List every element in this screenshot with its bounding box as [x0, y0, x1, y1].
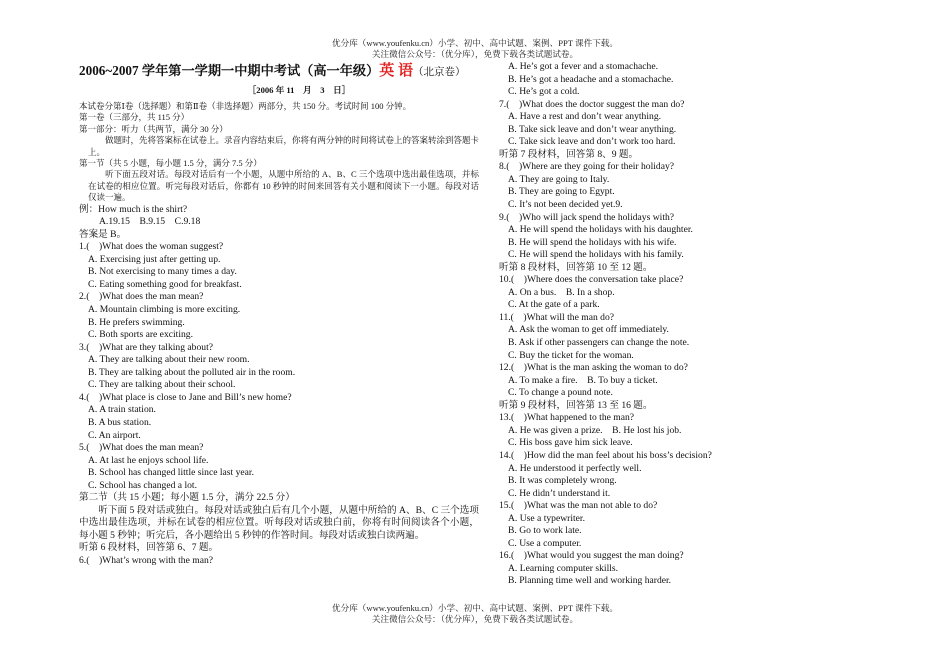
text-line: A. Mountain climbing is more exciting. — [88, 304, 241, 316]
text-line: A. Exercising just after getting up. — [88, 253, 221, 265]
text-line: 10.( )Where does the conversation take place? — [499, 274, 684, 286]
text-line: B. He’s got a headache and a stomachache. — [508, 73, 674, 85]
text-line: C. An airport. — [88, 429, 141, 441]
text-line: 第二节（共 15 小题；每小题 1.5 分，满分 22.5 分） — [79, 492, 295, 504]
text-line: A. A train station. — [88, 404, 156, 416]
exam-region: （北京卷） — [413, 67, 466, 78]
text-line: A. He will spend the holidays with his daughter. — [508, 224, 693, 236]
text-line: C. It’s not been decided yet.9. — [508, 199, 623, 211]
text-line: B. It was completely wrong. — [508, 475, 617, 487]
text-line: 4.( )What place is close to Jane and Bill’s new home? — [79, 391, 292, 403]
text-line: B. They are talking about the polluted air in the room. — [88, 366, 296, 378]
text-line: C. He will spend the holidays with his family. — [508, 249, 684, 261]
text-line: B. Not exercising to many times a day. — [88, 266, 237, 278]
text-line: 3.( )What are they talking about? — [79, 341, 213, 353]
text-line: 14.( )How did the man feel about his boss’s decision? — [499, 449, 712, 461]
text-line: 6.( )What’s wrong with the man? — [79, 554, 214, 566]
text-line: C. He’s got a cold. — [508, 86, 580, 98]
text-line: 答案是 B。 — [79, 228, 127, 240]
text-line: B. Ask if other passengers can change the note. — [508, 337, 690, 349]
text-line: B. Planning time well and working harder. — [508, 575, 672, 587]
text-line: 例：How much is the shirt? — [79, 203, 188, 215]
right-question-list — [499, 61, 919, 588]
header-line-2: 关注微信公众号：（优分库），免费下载各类试题试卷。 — [371, 49, 579, 59]
text-line: C. Eating something good for breakfast. — [88, 278, 242, 290]
text-line: C. Use a computer. — [508, 537, 582, 549]
text-line: B. A bus station. — [88, 416, 152, 428]
text-line: 12.( )What is the man asking the woman to do? — [499, 362, 688, 374]
text-line: B. School has changed little since last year. — [88, 467, 254, 479]
text-line: A.19.15 B.9.15 C.9.18 — [99, 216, 201, 228]
text-line: A. They are talking about their new room. — [88, 354, 250, 366]
exam-date: ［2006 年 11 月 3 日］ — [247, 85, 351, 95]
text-line: B. He will spend the holidays with his wife. — [508, 236, 677, 248]
text-line: 1.( )What does the woman suggest? — [79, 241, 224, 253]
text-line: A. Learning computer skills. — [508, 562, 619, 574]
text-line: 15.( )What was the man not able to do? — [499, 500, 658, 512]
left-column — [79, 62, 479, 568]
right-column — [499, 61, 919, 588]
text-line: A. Ask the woman to get off immediately. — [508, 324, 669, 336]
text-line: B. Go to work late. — [508, 525, 582, 537]
text-line: B. He prefers swimming. — [88, 316, 185, 328]
page-header — [0, 38, 950, 60]
text-line: A. To make a fire. B. To buy a ticket. — [508, 374, 658, 386]
text-line: 9.( )Who will jack spend the holidays with? — [499, 211, 675, 223]
text-line: 听下面 5 段对话或独白。每段对话或独白后有几个小题，从题中所给的 A、B、C 三个选项中选出最佳选项，并标在试卷的相应位置。听每段对话或独白前，你将有时间阅读各个小题，每小题 5 秒钟；听完后，各小题给出 5 秒钟的作答时间。每段对话或独白读两遍。 — [79, 504, 479, 541]
text-line: 听第 6 段材料，回答第 6、7 题。 — [79, 542, 219, 554]
text-line: 听第 7 段材料，回答第 8、9 题。 — [499, 148, 639, 160]
text-line: 2.( )What does the man mean? — [79, 291, 204, 303]
exam-subject: 英 语 — [379, 63, 414, 79]
text-line: A. Use a typewriter. — [508, 512, 585, 524]
text-line: C. School has changed a lot. — [88, 479, 197, 491]
text-line: 5.( )What does the man mean? — [79, 442, 204, 454]
text-line: A. At last he enjoys school life. — [88, 454, 209, 466]
text-line: 听第 9 段材料，回答第 13 至 16 题。 — [499, 399, 653, 411]
text-line: 11.( )What will the man do? — [499, 311, 615, 323]
text-line: 16.( )What would you suggest the man doing? — [499, 550, 684, 562]
text-line: C. Buy the ticket for the woman. — [508, 349, 634, 361]
footer-line-1: 优分库（www.youfenku.cn）小学、初中、高中试题、案例、PPT 课件下载。 — [332, 603, 618, 613]
text-line: A. He’s got a fever and a stomachache. — [508, 61, 658, 72]
text-line: 本试卷分第Ⅰ卷（选择题）和第Ⅱ卷（非选择题）两部分，共 150 分。考试时间 100 分钟。 — [79, 101, 412, 111]
text-line: 听下面五段对话。每段对话后有一个小题，从题中所给的 A、B、C 三个选项中选出最佳选项，并标在试卷的相应位置。听完每段对话后，你都有 10 秒钟的时间来回答有关小题和阅读下一小题。每段对话仅读一遍。 — [88, 169, 479, 203]
text-line: 第一部分：听力（共两节，满分 30 分） — [79, 123, 228, 134]
text-line: A. Have a rest and don’t wear anything. — [508, 111, 662, 123]
text-line: C. His boss gave him sick leave. — [508, 437, 633, 449]
exam-title — [79, 62, 479, 81]
text-line: 第一卷（三部分，共 115 分） — [79, 112, 190, 123]
header-line-1: 优分库（www.youfenku.cn）小学、初中、高中试题、案例、PPT 课件下载。 — [332, 38, 618, 48]
text-line: A. They are going to Italy. — [508, 173, 610, 185]
text-line: A. He understood it perfectly well. — [508, 462, 642, 474]
text-line: C. At the gate of a park. — [508, 299, 600, 311]
text-line: 7.( )What does the doctor suggest the man do? — [499, 98, 685, 110]
text-line: 13.( )What happened to the man? — [499, 412, 635, 424]
text-line: C. To change a pound note. — [508, 387, 613, 399]
text-line: A. On a bus. B. In a shop. — [508, 286, 615, 298]
text-line: B. Take sick leave and don’t wear anything. — [508, 123, 677, 135]
footer-line-2: 关注微信公众号：（优分库），免费下载各类试题试卷。 — [371, 614, 579, 624]
text-line: A. He was given a prize. B. He lost his job. — [508, 424, 682, 436]
text-line: C. He didn’t understand it. — [508, 487, 611, 499]
exam-title-main: 2006~2007 学年第一学期一中期中考试（高一年级） — [79, 63, 380, 78]
text-line: 听第 8 段材料，回答第 10 至 12 题。 — [499, 261, 653, 273]
left-question-list — [79, 101, 479, 568]
text-line: 8.( )Where are they going for their holiday? — [499, 161, 675, 173]
text-line: C. They are talking about their school. — [88, 379, 236, 391]
page-footer — [0, 603, 950, 625]
text-line: B. They are going to Egypt. — [508, 186, 615, 198]
text-line: 第一节（共 5 小题，每小题 1.5 分，满分 7.5 分） — [79, 158, 262, 169]
text-line: C. Take sick leave and don’t work too hard. — [508, 136, 676, 148]
text-line: C. Both sports are exciting. — [88, 329, 193, 341]
text-line: 做题时，先将答案标在试卷上。录音内容结束后，你将有两分钟的时间将试卷上的答案转涂到答题卡上。 — [88, 135, 480, 157]
